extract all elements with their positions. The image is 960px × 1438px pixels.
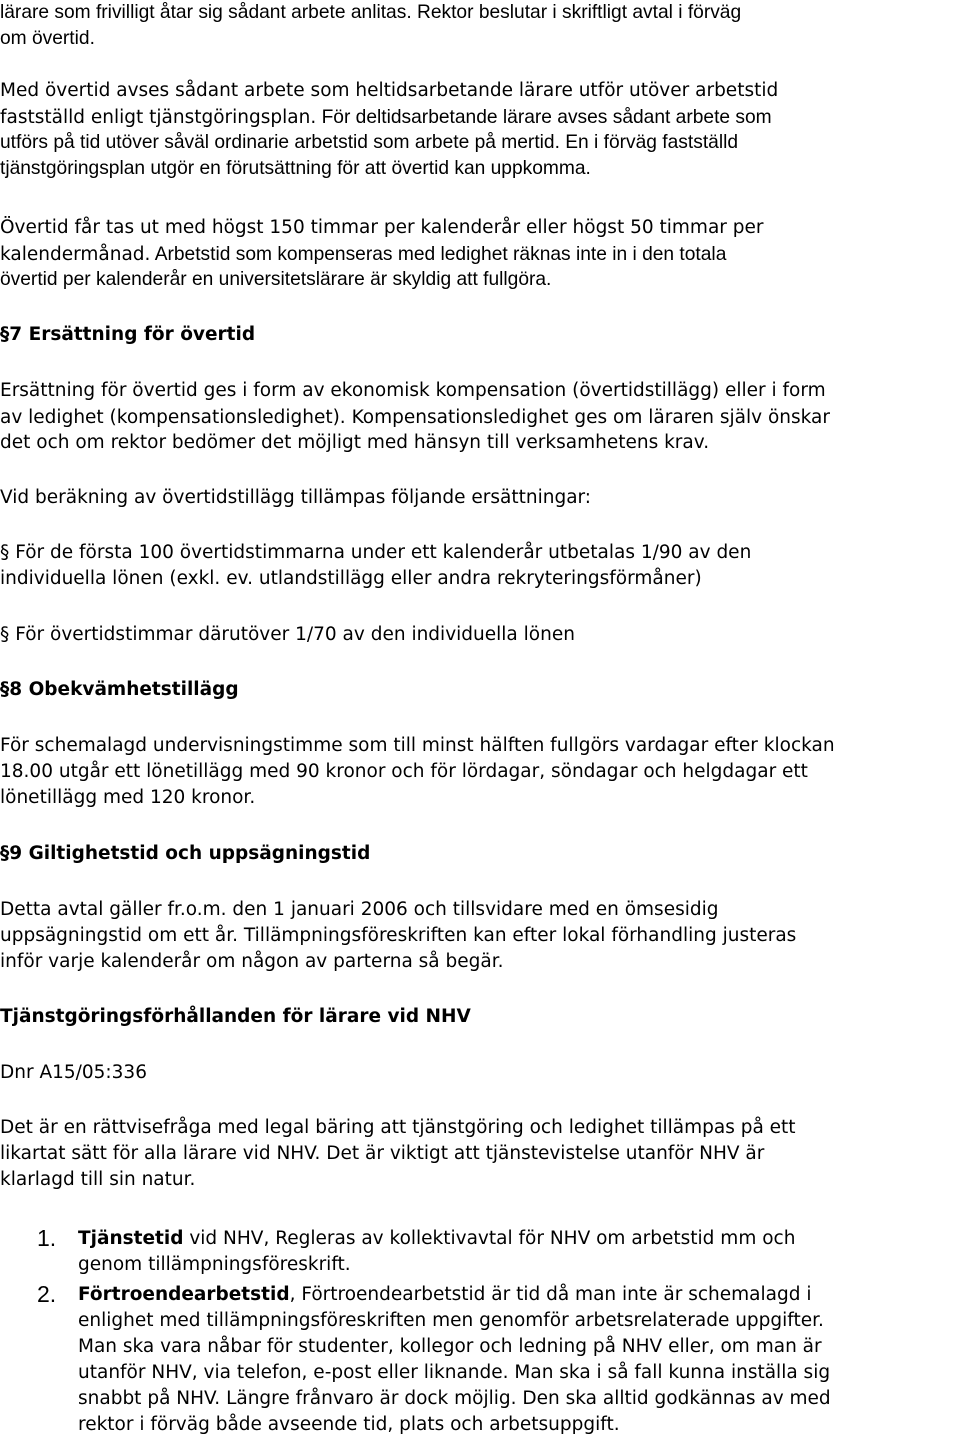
text-segment: För övertidstimmar därutöver 1/70 av den individuella lönen [15, 624, 575, 645]
text-line: 18.00 utgår ett lönetillägg med 90 kronor och för lördagar, söndagar och helgdagar ett [0, 761, 808, 782]
text-line: utanför NHV, via telefon, e-post eller liknande. Man ska i så fall kunna inställa sig [78, 1362, 831, 1383]
section-sign-icon: § [0, 324, 10, 345]
text-segment: En i förväg fastställd [559, 132, 739, 153]
nhv-intro-paragraph [0, 1115, 796, 1193]
section-7-heading [0, 322, 255, 348]
text-segment: Det är viktigt att tjänstevistelse utanför NHV är [320, 1143, 765, 1164]
text-line: Med övertid avses sådant arbete som heltidsarbetande lärare utför utöver arbetstid [0, 80, 779, 101]
text-line: Ersättning för övertid ges i form av ekonomisk kompensation (övertidstillägg) eller i form [0, 380, 826, 401]
text-segment: För de första 100 övertidstimmarna under ett kalenderår utbetalas 1/90 av den [15, 542, 752, 563]
heading-text: 9 Giltighetstid och uppsägningstid [9, 843, 371, 864]
text-line: rektor i förväg både avseende tid, plats och arbetsuppgift. [78, 1414, 620, 1435]
list-number: 2. [37, 1281, 57, 1307]
bullet-item-1 [0, 540, 751, 592]
list-item [0, 1226, 960, 1278]
calculation-intro [0, 485, 591, 511]
dnr-line [0, 1060, 147, 1086]
text-line: Vid beräkning av övertidstillägg tillämpas följande ersättningar: [0, 487, 592, 508]
section-sign-icon: § [0, 542, 10, 563]
section-8-paragraph [0, 733, 835, 811]
section-sign-icon: § [0, 843, 10, 864]
text-segment: fastställd enligt tjänstgöringsplan. [0, 107, 317, 128]
text-line: Detta avtal gäller fr.o.m. den 1 januari 2006 och tillsvidare med en ömsesidig [0, 899, 719, 920]
section-9-heading [0, 841, 370, 867]
text-segment: Arbetstid som kompenseras med ledighet räknas inte in i den totala [150, 244, 727, 265]
text-line: tjänstgöringsplan utgör en förutsättning för att övertid kan uppkomma. [0, 158, 591, 179]
text-line: övertid per kalenderår en universitetslärare är skyldig att fullgöra. [0, 269, 552, 290]
text-segment: individuella lönen (exkl. ev. [0, 568, 253, 589]
section-sign-icon: § [0, 679, 10, 700]
text-segment: Tillämpningsföreskriften kan efter lokal förhandling justeras [238, 925, 797, 946]
overtime-definition-paragraph [0, 78, 778, 182]
text-segment: utlandstillägg eller andra rekryteringsförmåner) [252, 568, 702, 589]
heading-text: Tjänstgöringsförhållanden för lärare vid NHV [0, 1006, 471, 1027]
section-9-paragraph [0, 897, 796, 975]
text-segment: kalendermånad. [0, 244, 151, 265]
text-line: snabbt på NHV. Längre frånvaro är dock möjlig. Den ska alltid godkännas av med [78, 1388, 831, 1409]
text-line: Man ska vara nåbar för studenter, kollegor och ledning på NHV eller, om man är [78, 1336, 822, 1357]
heading-text: 8 Obekvämhetstillägg [9, 679, 239, 700]
text-line: För schemalagd undervisningstimme som till minst hälften fullgörs vardagar efter klockan [0, 735, 835, 756]
section-7-paragraph [0, 378, 830, 456]
text-segment: utförs på tid utöver såväl ordinarie arbetstid som arbete på mertid. [0, 132, 560, 153]
text-segment: , Förtroendearbetstid är tid då man inte är schemalagd i [289, 1284, 812, 1305]
overtime-limit-paragraph [0, 215, 764, 293]
text-line: om övertid. [0, 28, 95, 49]
text-line: genom tillämpningsföreskrift. [78, 1254, 351, 1275]
text-line: klarlagd till sin natur. [0, 1169, 196, 1190]
text-line: Det är en rättvisefråga med legal bäring att tjänstgöring och ledighet tillämpas på ett [0, 1117, 796, 1138]
intro-paragraph [0, 0, 741, 52]
list-number: 1. [37, 1225, 57, 1251]
text-segment: Kompensationsledighet ges om läraren själv önskar [345, 407, 830, 428]
list-item [0, 1282, 960, 1438]
text-segment: uppsägningstid om ett år. [0, 925, 239, 946]
text-segment: vid NHV, Regleras av kollektivavtal för NHV om arbetstid mm och [183, 1228, 796, 1249]
heading-text: 7 Ersättning för övertid [9, 324, 256, 345]
text-line: enlighet med tillämpningsföreskriften men genomför arbetsrelaterade uppgifter. [78, 1310, 824, 1331]
text-segment: likartat sätt för alla lärare vid NHV. [0, 1143, 321, 1164]
numbered-list [0, 1226, 960, 1438]
text-line: Övertid får tas ut med högst 150 timmar per kalenderår eller högst 50 timmar per [0, 217, 764, 238]
text-line: Dnr A15/05:336 [0, 1062, 147, 1083]
list-term: Förtroendearbetstid [78, 1284, 290, 1305]
bullet-item-2 [0, 622, 575, 648]
text-segment: För deltidsarbetande lärare avses sådant arbete som [316, 107, 772, 128]
text-line: det och om rektor bedömer det möjligt med hänsyn till verksamhetens krav. [0, 432, 710, 453]
section-sign-icon: § [0, 624, 10, 645]
text-segment: av ledighet (kompensationsledighet). [0, 407, 346, 428]
nhv-heading [0, 1004, 471, 1030]
list-term: Tjänstetid [78, 1228, 184, 1249]
text-line: lönetillägg med 120 kronor. [0, 787, 256, 808]
text-line: lärare som frivilligt åtar sig sådant arbete anlitas. Rektor beslutar i skriftligt avtal i förväg [0, 2, 742, 23]
text-line: inför varje kalenderår om någon av parterna så begär. [0, 951, 504, 972]
section-8-heading [0, 677, 239, 703]
